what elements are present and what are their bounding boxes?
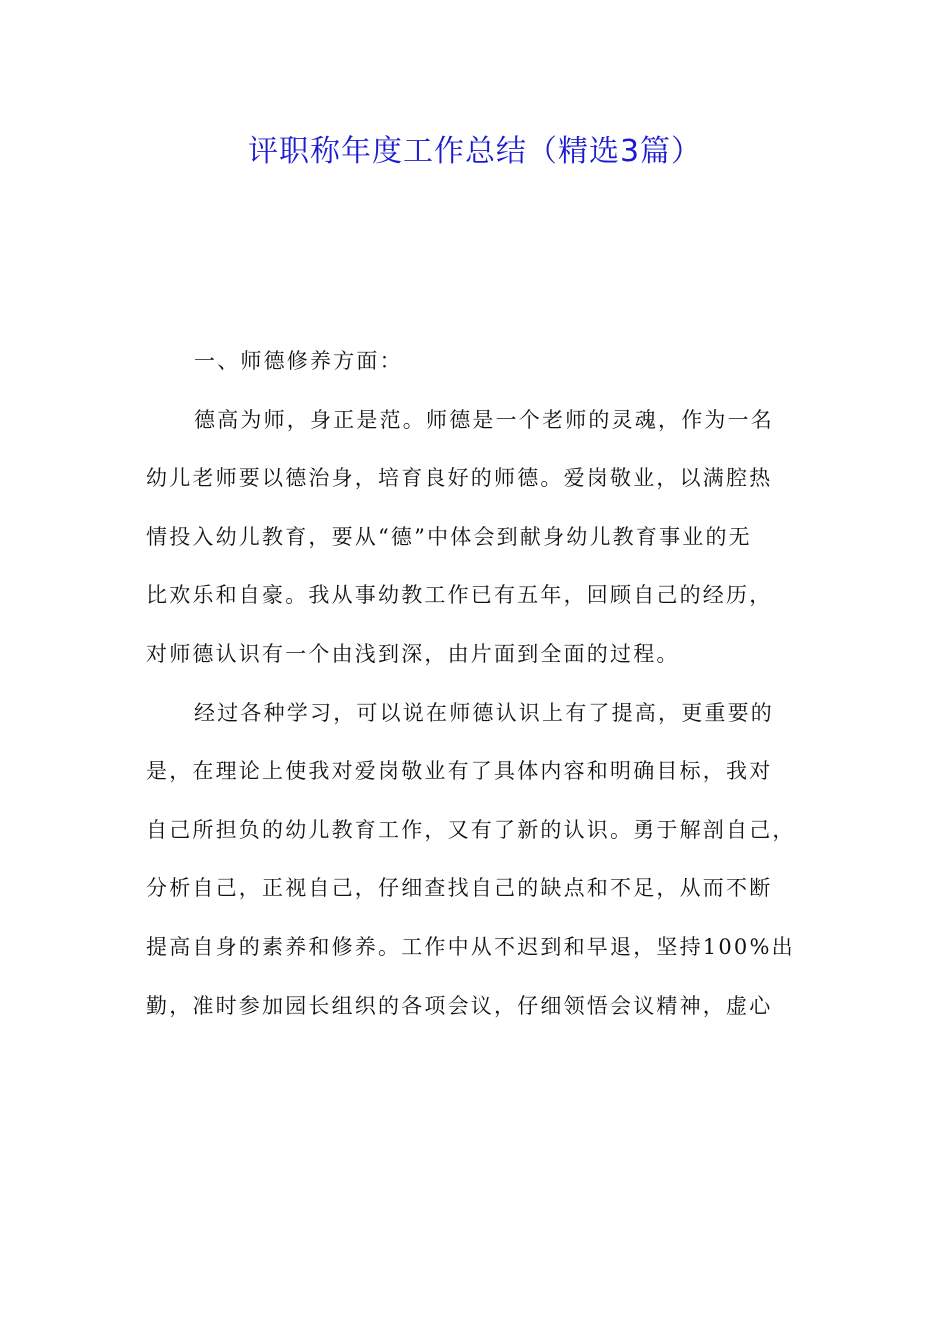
paragraph-line: 比欢乐和自豪。我从事幼教工作已有五年，回顾自己的经历， — [146, 583, 773, 608]
paragraph-line: 分析自己，正视自己，仔细查找自己的缺点和不足，从而不断 — [146, 876, 773, 901]
paragraph-line: 情投入幼儿教育，要从“德”中体会到献身幼儿教育事业的无 — [146, 524, 752, 549]
document-title: 评职称年度工作总结（精选3篇） — [247, 134, 703, 169]
paragraph-line: 勤，准时参加园长组织的各项会议，仔细领悟会议精神，虚心 — [146, 993, 773, 1018]
paragraph-line: 是，在理论上使我对爱岗敬业有了具体内容和明确目标，我对 — [146, 759, 773, 784]
paragraph-line: 德高为师，身正是范。师德是一个老师的灵魂，作为一名 — [194, 407, 774, 432]
paragraph-line: 自己所担负的幼儿教育工作，又有了新的认识。勇于解剖自己， — [146, 817, 796, 842]
paragraph-line: 幼儿老师要以德治身，培育良好的师德。爱岗敬业，以满腔热 — [146, 466, 773, 491]
section-heading: 一、师德修养方面： — [194, 349, 403, 373]
paragraph-line: 经过各种学习，可以说在师德认识上有了提高，更重要的 — [194, 700, 774, 725]
paragraph-line: 提高自身的素养和修养。工作中从不迟到和早退，坚持100%出 — [146, 934, 795, 959]
paragraph-line: 对师德认识有一个由浅到深，由片面到全面的过程。 — [146, 641, 680, 666]
document-body — [146, 337, 806, 1040]
